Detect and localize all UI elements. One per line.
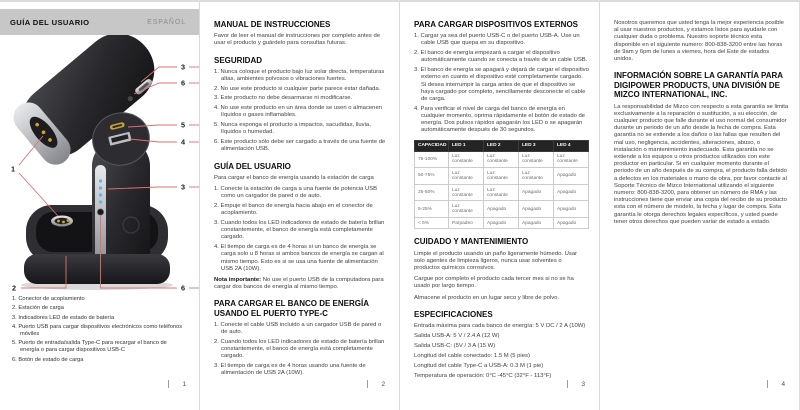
table-cell: Apagado bbox=[554, 184, 589, 201]
table-row bbox=[415, 151, 589, 168]
page-number: 2 bbox=[381, 380, 385, 388]
footer-divider bbox=[567, 380, 568, 388]
legend-item: 4. Puerto USB para cargar dispositivos electrónicos como teléfonos móviles bbox=[12, 324, 183, 337]
table-row bbox=[415, 217, 589, 229]
section-heading-externos: PARA CARGAR DISPOSITIVOS EXTERNOS bbox=[414, 20, 579, 29]
cuidado-paragraphs bbox=[414, 251, 589, 302]
typec-list bbox=[214, 322, 389, 378]
table-cell: Luz constante bbox=[449, 184, 484, 201]
table-cell: Luz constante bbox=[449, 168, 484, 185]
spec-line: Entrada máxima para cada banco de energía: 5 V DC / 2 A (10W) bbox=[414, 322, 586, 329]
list-item: 4. El tiempo de carga es de 4 horas si un banco de energía se carga solo u 8 horas si ambos bancos de energía se cargan al mismo tiempo. Esto es si se usa una fuente de alimentación USB 2A (10W). bbox=[214, 244, 384, 272]
list-item: 3. El banco de energía se apagará y dejará de cargar el dispositivo externo en cuanto el dispositivo esté completamente cargado. Si desea interrumpir la carga antes de que el dispositivo se haya cargado por completo, sencillamente desconecte el cable de carga. bbox=[414, 67, 589, 102]
standing-power-bank bbox=[87, 107, 155, 279]
footer-divider bbox=[367, 380, 368, 388]
page-number: 3 bbox=[581, 380, 585, 388]
cover-page bbox=[0, 2, 200, 410]
spec-line: Longitud del cable Type-C a USB-A: 0.3 M (1 pie) bbox=[414, 363, 544, 370]
note-text: No use el puerto USB de la computadora para cargar dos bancos de energía al mismo tiempo. bbox=[214, 276, 384, 291]
led-status-table bbox=[414, 140, 589, 230]
section-heading-cuidado: CUIDADO Y MANTENIMIENTO bbox=[414, 237, 529, 247]
page-footer bbox=[567, 380, 585, 388]
table-header-cell: LED 3 bbox=[519, 140, 554, 151]
page-number: 1 bbox=[182, 380, 186, 388]
paragraph: Cargue por completo el producto cada tercer mes si no se ha usado por largo tiempo. bbox=[414, 276, 574, 290]
table-cell: 50-75% bbox=[415, 168, 449, 185]
table-cell: Apagado bbox=[519, 184, 554, 201]
battery-led bbox=[99, 179, 102, 182]
callout-number-4: 4 bbox=[180, 137, 186, 147]
list-item: 2. No use este producto si cualquier parte parece estar dañada. bbox=[214, 85, 381, 92]
list-item: 1. Cargar ya sea del puerto USB-C o del puerto USB-A. Use un cable USB que quepa en su dispositivo. bbox=[414, 33, 580, 47]
table-cell: Apagado bbox=[554, 201, 589, 218]
callout-number-2: 2 bbox=[11, 283, 17, 293]
table-cell: Apagado bbox=[484, 217, 519, 229]
legend-item: 6. Botón de estado de carga bbox=[12, 356, 84, 363]
callout-number-3: 3 bbox=[180, 182, 186, 192]
callout-number-5: 5 bbox=[180, 120, 186, 130]
table-cell: Luz constante bbox=[449, 151, 484, 168]
table-cell: Luz constante bbox=[484, 151, 519, 168]
footer-divider bbox=[767, 380, 768, 388]
table-cell: Apagado bbox=[554, 168, 589, 185]
list-item: 6. Este producto sólo debe ser cargado a través de una fuente de alimentación USB. bbox=[214, 139, 386, 153]
table-cell: Luz constante bbox=[519, 168, 554, 185]
paragraph: Almacene el producto en un lugar seco y libre de polvo. bbox=[414, 294, 560, 301]
table-cell: 25-50% bbox=[415, 184, 449, 201]
list-item: 3. Este producto no debe desarmarse ni modificarse. bbox=[214, 95, 353, 102]
list-item: 4. Para verificar el nivel de carga del banco de energía en cualquier momento, oprima rápidamente el botón de estado de energía. Dos pulsos rápidos apagarán los LED o se apagarán automáticamente después de 30 segundos. bbox=[414, 105, 586, 134]
section-heading-typec: PARA CARGAR EL BANCO DE ENERGÍA USANDO EL PUERTO TYPE-C bbox=[214, 299, 369, 318]
instructions-page bbox=[200, 2, 400, 410]
table-header-row bbox=[415, 140, 589, 151]
spec-line: Longitud del cable conectado: 1.5 M (5 pies) bbox=[414, 353, 530, 360]
charging-page bbox=[400, 2, 600, 410]
legend-item: 1. Conector de acoplamiento bbox=[12, 296, 85, 302]
battery-led bbox=[99, 200, 102, 203]
page-footer bbox=[367, 380, 385, 388]
list-item: 3. Cuando todos los LED indicadores de estado de batería brillan constantemente, el banco de energía está completamente cargado. bbox=[214, 219, 385, 241]
list-item: 1. Conecte la estación de carga a una fuente de potencia USB como un cargador de pared o de auto. bbox=[214, 185, 378, 200]
section-heading-garantia: INFORMACIÓN SOBRE LA GARANTÍA PARA DIGIPOWER PRODUCTS, UNA DIVISIÓN DE MIZCO INTERNATIONAL, INC. bbox=[614, 71, 783, 100]
section-heading-manual: MANUAL DE INSTRUCCIONES bbox=[214, 20, 331, 29]
callout-number-1: 1 bbox=[10, 164, 16, 174]
legend-item: 3. Indicadores LED de estado de batería bbox=[12, 314, 115, 321]
table-row bbox=[415, 201, 589, 218]
spec-line: Temperatura de operación: 0°C -45°C (32°F - 113°F) bbox=[414, 373, 552, 380]
guia-list bbox=[214, 186, 389, 273]
important-note bbox=[214, 277, 389, 291]
list-item: 2. El banco de energía empezará a cargar el dispositivo automáticamente cuando se conecta a través de un cable USB. bbox=[414, 50, 588, 64]
table-row bbox=[415, 184, 589, 201]
warranty-body: La responsabilidad de Mizco con respecto a esta garantía se limita exclusivamente a la reparación o sustitución, a su elección, de cualquier producto que falle durante el uso normal del consumidor durante un periodo de un año desde la fecha de compra. Esta garantía no se extiende a los daños o las fallas que resulten del mal uso, negligencia, accidentes, alteraciones, abuso, o instalación o mantenimiento inadecuado. Esta garantía no se extiende a los equipos u otros productos utilizados con este productor en particular. Si en cualquier momento durante el periodo de un año después de su compra, el producto falla debido a defectos en los materiales o mano de obra, por favor contacte al Soporte Técnico de Mizco International utilizando el siguiente numero: 800-838-3200, para obtener un número de RMA y las instrucciones tiene que enviar una copia del recibo de su producto esta con el número de modelo, la fecha y lugar de compra. Esta garantía le otorga derechos legales específicos, y usted puede tener otros derechos que pueden variar de estado a estado. bbox=[614, 103, 789, 225]
list-item: 3. El tiempo de carga es de 4 horas usando una fuente de alimentación de USB 2A (10W). bbox=[214, 363, 366, 377]
list-item: 2. Empuje el banco de energía hacia abajo en el conector de acoplamiento. bbox=[214, 202, 373, 217]
cover-header-bar bbox=[0, 9, 199, 35]
callout-number-6-top: 6 bbox=[180, 78, 186, 88]
list-item: 1. Nunca coloque el producto bajo luz solar directa, temperaturas altas, ambientes polvosos o vibraciones fuertes. bbox=[214, 68, 385, 82]
safety-list bbox=[214, 69, 389, 154]
table-cell: Luz constante bbox=[484, 184, 519, 201]
table-cell: Parpadeo bbox=[449, 217, 484, 229]
product-diagram-svg bbox=[0, 35, 200, 293]
support-intro: Nosotros queremos que usted tenga la mejor experiencia posible al usar nuestros productos, y estamos listos para ayudarle con cualquier duda o problema. Nuestro soporte técnico esta disponible en el siguiente numero: 800-838-3200 entre las horas de 9am y 6pm de lunes a viernes, hora del Este de estados unidos. bbox=[614, 20, 784, 63]
list-item: 2. Cuando todos los LED indicadores de estado de batería brillan constantemente, el banco de energía está completamente cargado. bbox=[214, 339, 385, 360]
table-cell: 75-100% bbox=[415, 151, 449, 168]
page-number: 4 bbox=[781, 380, 785, 388]
list-item: 4. No use este producto en un área donde se usen o almacenen líquidos o gases inflamables. bbox=[214, 105, 383, 119]
table-cell: Apagado bbox=[519, 217, 554, 229]
callout-number-6: 6 bbox=[180, 283, 186, 293]
note-label: Nota importante: bbox=[214, 276, 262, 283]
table-cell: Apagado bbox=[554, 217, 589, 229]
page-footer bbox=[767, 380, 785, 388]
parts-legend bbox=[12, 296, 185, 363]
legend-item: 5. Puerto de entrada/salida Type-C para recargar el banco de energía o para cargar dispositivos USB-C bbox=[12, 340, 167, 354]
section-heading-especificaciones: ESPECIFICACIONES bbox=[414, 309, 493, 319]
battery-led bbox=[99, 186, 102, 189]
spec-line: Salida USB-A: 5 V / 2.4 A (12 W) bbox=[414, 332, 500, 339]
status-button bbox=[98, 209, 104, 215]
section-heading-seguridad: SEGURIDAD bbox=[214, 55, 263, 65]
externos-list bbox=[414, 33, 589, 134]
guia-intro: Para cargar el banco de energía usando la estación de carga bbox=[214, 174, 374, 181]
table-cell: Luz constante bbox=[484, 168, 519, 185]
footer-divider bbox=[168, 380, 169, 388]
table-cell: Luz constante bbox=[449, 201, 484, 218]
specs-list bbox=[414, 323, 589, 381]
section-heading-guia: GUÍA DEL USUARIO bbox=[214, 161, 291, 171]
table-cell: Luz constante bbox=[554, 151, 589, 168]
page-title: GUÍA DEL USUARIO bbox=[10, 17, 90, 27]
table-cell: 5-25% bbox=[415, 201, 449, 218]
product-diagram bbox=[0, 35, 200, 293]
manual-intro: Favor de leer el manual de instrucciones por completo antes de usar el producto y guárdelo para consultas futuras. bbox=[214, 33, 381, 47]
table-header-cell: LED 4 bbox=[554, 140, 589, 151]
warranty-page bbox=[600, 2, 800, 410]
table-header-cell: LED 1 bbox=[449, 140, 484, 151]
table-header-cell: LED 2 bbox=[484, 140, 519, 151]
paragraph: Limpie el producto usando un paño ligeramente húmedo. Usar solo agentes de limpieza ligeros, nunca usar solventes o productos químicos corrosivos. bbox=[414, 250, 578, 271]
battery-led bbox=[99, 193, 102, 196]
table-header-cell: CAPACIDAD bbox=[415, 140, 449, 151]
legend-item: 2. Estación de carga bbox=[12, 305, 64, 312]
page-footer bbox=[168, 380, 186, 388]
table-row bbox=[415, 168, 589, 185]
list-item: 1. Conecte el cable USB incluido a un cargador USB de pared o de auto. bbox=[214, 322, 382, 336]
callout-number-3-top: 3 bbox=[180, 62, 186, 72]
table-cell: Luz constante bbox=[519, 151, 554, 168]
table-cell: Apagado bbox=[519, 201, 554, 218]
spec-line: Salida USB-C: (5V / 3 A (15 W) bbox=[414, 343, 496, 350]
language-label: ESPAÑOL bbox=[147, 18, 186, 26]
list-item: 5. Nunca exponga el producto a impactos, sacudidas, lluvia, líquidos o humedad. bbox=[214, 122, 371, 136]
table-cell: Apagado bbox=[484, 201, 519, 218]
table-cell: < 5% bbox=[415, 217, 449, 229]
